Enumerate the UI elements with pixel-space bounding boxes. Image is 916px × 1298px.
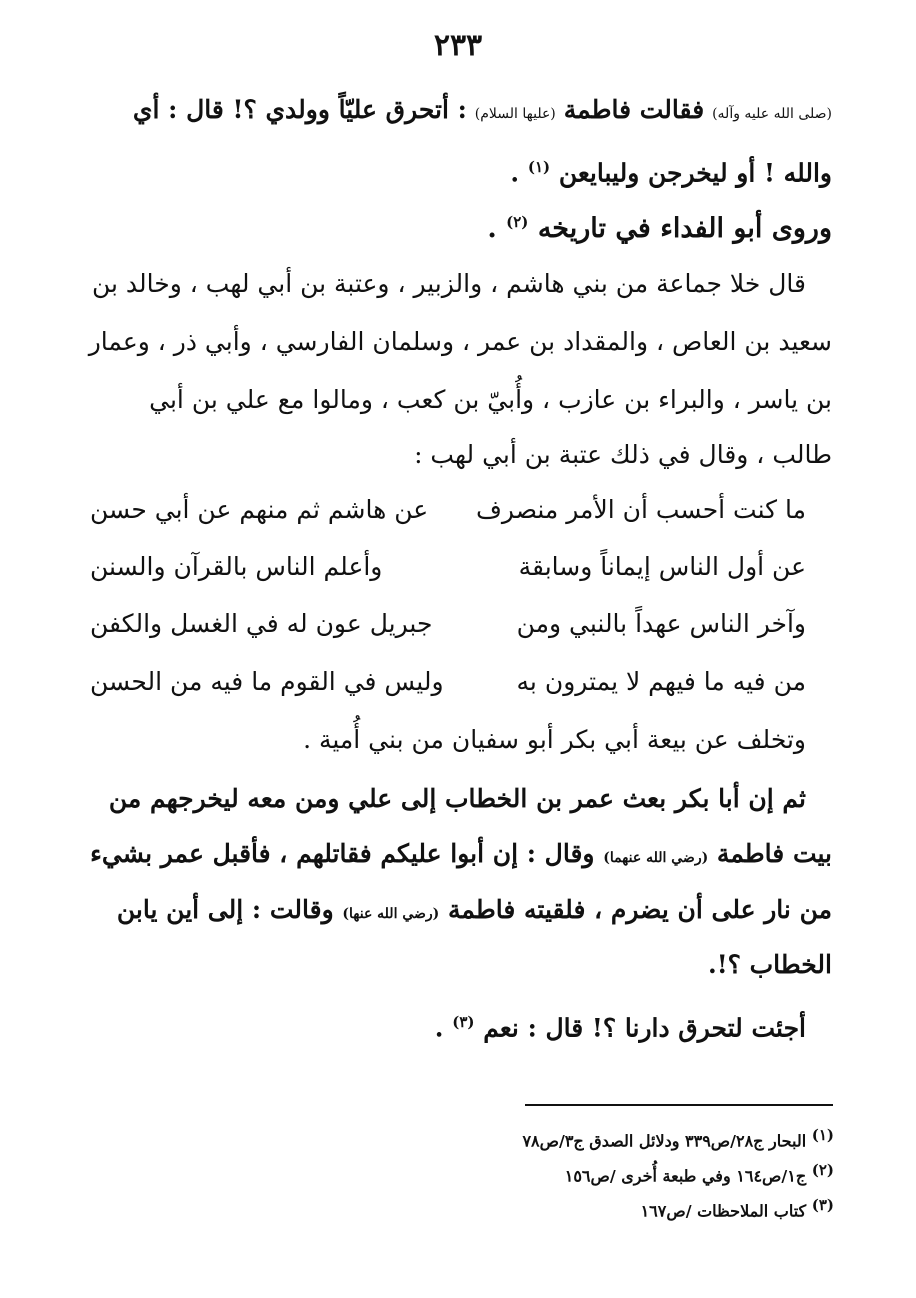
text-segment: فقالت فاطمة: [563, 95, 705, 124]
footnote-text: كتاب الملاحظات /ص١٦٧: [640, 1201, 807, 1221]
poem-verse: [90, 488, 806, 532]
text-line-2: [510, 145, 832, 189]
text-segment: من نار على أن يضرم ، فلقيته فاطمة: [448, 895, 832, 924]
footnote: [641, 1192, 834, 1224]
footnote-marker: (٣): [811, 1196, 834, 1214]
honorific: (عليها السلام): [474, 106, 556, 122]
verse-first-half: عن أول الناس إيماناً وسابقة: [518, 552, 806, 581]
footnote-marker: (٢): [811, 1161, 834, 1179]
text-segment: والله ! أو ليخرجن وليبايعن: [558, 158, 832, 188]
poem-verse: [90, 660, 806, 704]
verse-first-half: وآخر الناس عهداً بالنبي ومن: [516, 609, 806, 638]
footnote: [565, 1157, 834, 1189]
text-segment: .: [487, 213, 497, 244]
text-segment: وروى أبو الفداء في تاريخه: [537, 213, 832, 244]
footnote-text: ج١/ص١٦٤ وفي طبعة أُخرى /ص١٥٦: [564, 1166, 807, 1186]
text-line-10: [90, 832, 832, 876]
verse-second-half: جبريل عون له في الغسل والكفن: [90, 609, 433, 638]
text-segment: .: [434, 1013, 444, 1043]
text-segment: .: [510, 158, 520, 188]
text-line-11: [117, 888, 832, 932]
text-line-7: طالب ، وقال في ذلك عتبة بن أبي لهب :: [414, 440, 832, 469]
page-number: ٢٣٣: [433, 28, 483, 63]
footnote-marker: (١): [811, 1126, 834, 1144]
text-line-13: [435, 1000, 806, 1044]
footnote-text: البحار ج٢٨/ص٣٣٩ ودلائل الصدق ج٣/ص٧٨: [522, 1131, 807, 1151]
text-line-6: بن ياسر ، والبراء بن عازب ، وأُبيّ بن كعب ، ومالوا مع علي بن أبي: [149, 385, 832, 414]
text-line-8: وتخلف عن بيعة أبي بكر أبو سفيان من بني أُمية .: [303, 725, 806, 754]
verse-second-half: وليس في القوم ما فيه من الحسن: [90, 667, 444, 696]
honorific: (صلى الله عليه وآله): [712, 106, 832, 122]
text-line-4: قال خلا جماعة من بني هاشم ، والزبير ، وعتبة بن أبي لهب ، وخالد بن: [91, 269, 806, 298]
text-segment: أجئت لتحرق دارنا ؟! قال : نعم: [483, 1013, 806, 1043]
honorific: (رضي الله عنها): [342, 906, 440, 922]
footnote-marker: (٣): [452, 1013, 475, 1031]
verse-second-half: عن هاشم ثم منهم عن أبي حسن: [90, 495, 429, 524]
text-segment: وقال : إن أبوا عليكم فقاتلهم ، فأقبل عمر بشيء: [90, 839, 595, 868]
verse-first-half: ما كنت أحسب أن الأمر منصرف: [475, 495, 806, 524]
poem-verse: [90, 545, 806, 589]
footnote-divider: [525, 1104, 833, 1106]
poem-verse: [90, 602, 806, 646]
text-line-12: الخطاب ؟!.: [707, 950, 832, 979]
honorific: (رضي الله عنهما): [603, 850, 709, 866]
text-line-1: [133, 88, 832, 132]
verse-second-half: وأعلم الناس بالقرآن والسنن: [90, 552, 383, 581]
section-heading: [487, 200, 832, 244]
text-line-5: سعيد بن العاص ، والمقداد بن عمر ، وسلمان الفارسي ، وأبي ذر ، وعمار: [88, 327, 832, 356]
text-segment: : أتحرق عليّاً وولدي ؟! قال : أي: [132, 95, 467, 124]
footnote: [522, 1122, 834, 1154]
text-segment: وقالت : إلى أين يابن: [116, 895, 334, 924]
footnote-marker: (١): [527, 158, 551, 176]
text-line-9: ثم إن أبا بكر بعث عمر بن الخطاب إلى علي ومن معه ليخرجهم من: [108, 784, 806, 813]
footnote-marker: (٢): [506, 213, 529, 231]
text-segment: بيت فاطمة: [716, 839, 832, 868]
verse-first-half: من فيه ما فيهم لا يمترون به: [516, 667, 806, 696]
